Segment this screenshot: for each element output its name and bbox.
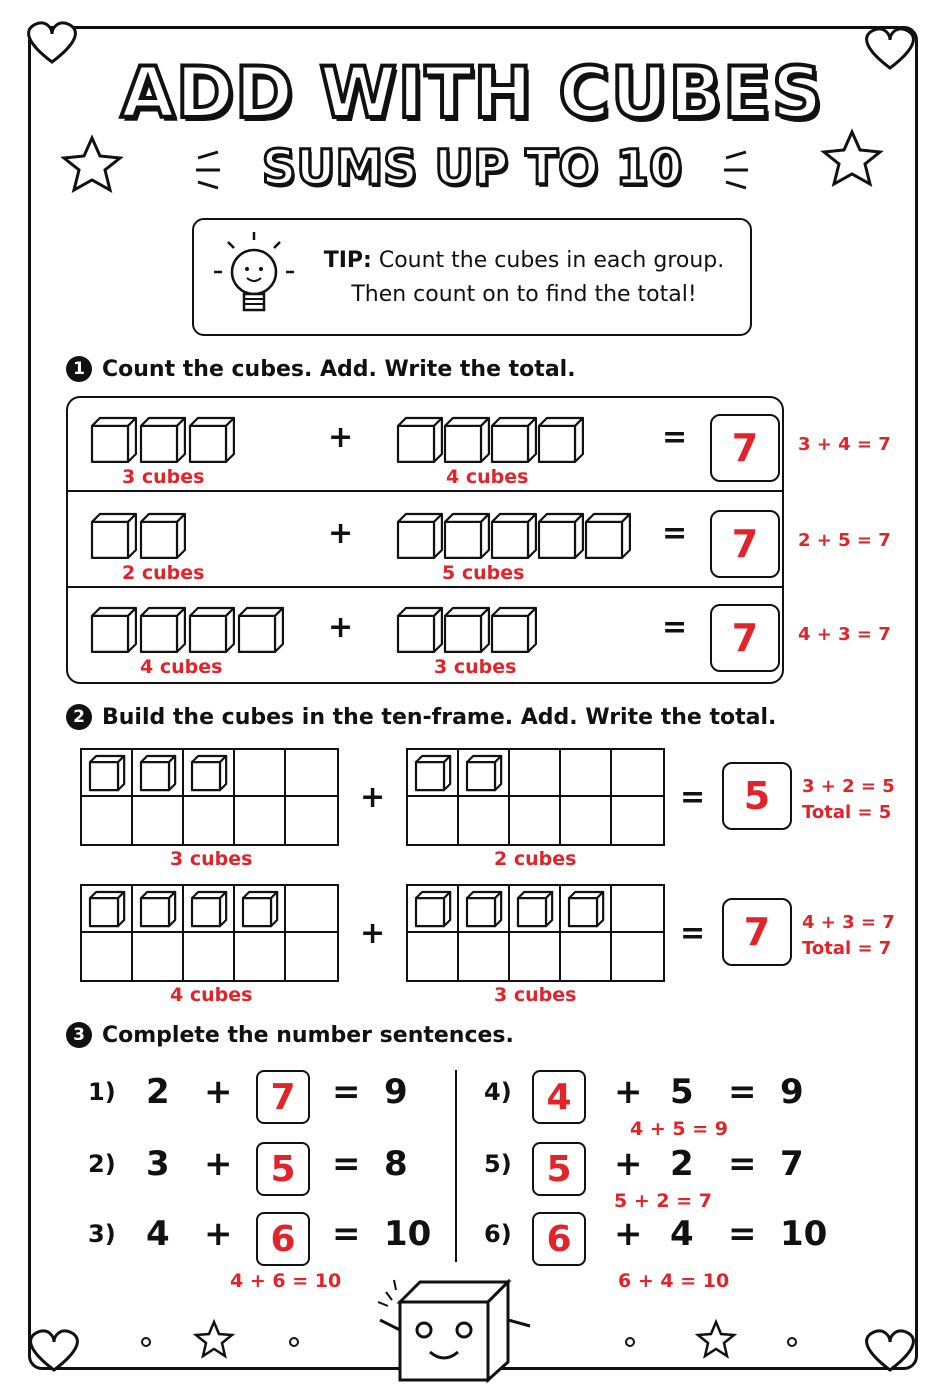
cube-icon (443, 416, 491, 468)
section-number: 2 (66, 704, 92, 730)
cube-icon (396, 416, 444, 468)
lightbulb-icon (208, 228, 298, 328)
page-subtitle: SUMS UP TO 10 (261, 140, 683, 196)
heart-icon (31, 1331, 78, 1370)
group-a-label: 3 cubes (170, 848, 253, 870)
cube-icon (465, 890, 503, 932)
tip-line2: Then count on to find the total! (351, 282, 697, 307)
equals-sign: = (728, 1072, 757, 1112)
answer-box: 7 (710, 414, 780, 482)
cube-icon (90, 606, 138, 658)
cube-icon (90, 416, 138, 468)
ten-frame-cell (184, 933, 235, 980)
group-a-label: 4 cubes (170, 984, 253, 1006)
equation-note: 5 + 2 = 7 (614, 1190, 712, 1212)
ten-frame-cell (286, 797, 337, 844)
cube-icon (443, 512, 491, 564)
answer-box: 7 (710, 604, 780, 672)
ten-frame-cell (612, 797, 663, 844)
cube-icon (241, 890, 279, 932)
equals-sign: = (680, 916, 706, 951)
cube-icon (567, 890, 605, 932)
ten-frame-cell (235, 750, 286, 797)
ten-frame-cell (510, 750, 561, 797)
answer-box: 6 (256, 1212, 310, 1266)
cube-icon (537, 416, 585, 468)
problem-label: 2) (88, 1150, 116, 1178)
cube-icon (537, 512, 585, 564)
ten-frame-cell (235, 797, 286, 844)
addend: 4 (670, 1214, 694, 1254)
plus-sign: + (204, 1214, 233, 1254)
cube-icon (139, 754, 177, 796)
ten-frame-cell (459, 933, 510, 980)
group-b-label: 2 cubes (494, 848, 577, 870)
addend: 2 (670, 1144, 694, 1184)
sum: 10 (780, 1214, 828, 1254)
ten-frame-cell (82, 933, 133, 980)
ten-frame-cell (133, 797, 184, 844)
plus-sign: + (360, 916, 386, 951)
plus-sign: + (204, 1144, 233, 1184)
group-b-label: 4 cubes (446, 466, 529, 488)
ten-frame-cell (133, 933, 184, 980)
cube-icon (88, 890, 126, 932)
equals-sign: = (662, 610, 688, 645)
equation-note: 2 + 5 = 7 (798, 530, 891, 551)
equation-note: 3 + 2 = 5 (802, 776, 895, 797)
answer-box: 7 (710, 510, 780, 578)
ten-frame-cell (612, 750, 663, 797)
equation-note: 6 + 4 = 10 (618, 1270, 730, 1292)
section3-heading (66, 1022, 514, 1048)
problem-label: 3) (88, 1220, 116, 1248)
cube-icon (414, 754, 452, 796)
ten-frame-cell (510, 797, 561, 844)
section-number: 1 (66, 356, 92, 382)
addend: 5 (670, 1072, 694, 1112)
section1-heading (66, 356, 576, 382)
equation-note: 4 + 3 = 7 (798, 624, 891, 645)
cube-icon (396, 512, 444, 564)
tip-line1: Count the cubes in each group. (371, 248, 725, 273)
cube-icon (190, 890, 228, 932)
ten-frame-cell (561, 933, 612, 980)
cube-icon (414, 890, 452, 932)
section-heading-text: Count the cubes. Add. Write the total. (102, 356, 576, 382)
cube-icon (188, 606, 236, 658)
cube-icon (139, 890, 177, 932)
equals-sign: = (728, 1214, 757, 1254)
sum: 7 (780, 1144, 804, 1184)
answer-box: 5 (722, 762, 792, 830)
cube-icon (90, 512, 138, 564)
ten-frame-cell (561, 797, 612, 844)
cube-icon (139, 512, 187, 564)
group-a-label: 3 cubes (122, 466, 205, 488)
group-b-label: 3 cubes (434, 656, 517, 678)
section-heading-text: Build the cubes in the ten-frame. Add. Write the total. (102, 704, 777, 730)
tip-box (192, 218, 752, 336)
equation-note: 3 + 4 = 7 (798, 434, 891, 455)
equals-sign: = (332, 1214, 361, 1254)
cube-icon (188, 416, 236, 468)
problem-label: 6) (484, 1220, 512, 1248)
ten-frame-cell (459, 797, 510, 844)
cube-icon (490, 512, 538, 564)
cube-icon (190, 754, 228, 796)
cube-icon (584, 512, 632, 564)
equals-sign: = (332, 1072, 361, 1112)
problem-label: 4) (484, 1078, 512, 1106)
ten-frame-cell (286, 886, 337, 933)
cube-icon (490, 416, 538, 468)
ten-frame-cell (561, 750, 612, 797)
answer-box: 5 (532, 1142, 586, 1196)
total-note: Total = 7 (802, 938, 892, 959)
problem-label: 1) (88, 1078, 116, 1106)
addend: 4 (146, 1214, 170, 1254)
sum: 9 (384, 1072, 408, 1112)
plus-sign: + (614, 1144, 643, 1184)
cube-icon (465, 754, 503, 796)
cube-icon (516, 890, 554, 932)
total-note: Total = 5 (802, 802, 892, 823)
group-b-label: 5 cubes (442, 562, 525, 584)
section-heading-text: Complete the number sentences. (102, 1022, 514, 1048)
cube-icon (139, 416, 187, 468)
heart-icon (867, 1331, 914, 1370)
equals-sign: = (662, 516, 688, 551)
cube-icon (237, 606, 285, 658)
row-divider (68, 586, 782, 588)
tip-text (314, 244, 734, 312)
ten-frame-cell (612, 933, 663, 980)
equation-note: 4 + 5 = 9 (630, 1118, 728, 1140)
cube-icon (490, 606, 538, 658)
group-a-label: 4 cubes (140, 656, 223, 678)
row-divider (68, 490, 782, 492)
section2-heading (66, 704, 776, 730)
group-a-label: 2 cubes (122, 562, 205, 584)
equals-sign: = (728, 1144, 757, 1184)
answer-box: 5 (256, 1142, 310, 1196)
addend: 2 (146, 1072, 170, 1112)
equals-sign: = (680, 780, 706, 815)
equation-note: 4 + 3 = 7 (802, 912, 895, 933)
page-title: ADD WITH CUBES (120, 52, 824, 134)
cube-icon (443, 606, 491, 658)
ten-frame-cell (612, 886, 663, 933)
tip-label: TIP: (323, 248, 372, 273)
ten-frame-cell (184, 797, 235, 844)
plus-sign: + (328, 516, 354, 551)
section-number: 3 (66, 1022, 92, 1048)
sum: 9 (780, 1072, 804, 1112)
star-icon (698, 1322, 734, 1356)
equation-note: 4 + 6 = 10 (230, 1270, 342, 1292)
answer-box: 7 (722, 898, 792, 966)
sum: 8 (384, 1144, 408, 1184)
answer-box: 6 (532, 1212, 586, 1266)
plus-sign: + (360, 780, 386, 815)
plus-sign: + (614, 1072, 643, 1112)
group-b-label: 3 cubes (494, 984, 577, 1006)
addend: 3 (146, 1144, 170, 1184)
plus-sign: + (328, 610, 354, 645)
cube-icon (139, 606, 187, 658)
equals-sign: = (662, 420, 688, 455)
sum: 10 (384, 1214, 432, 1254)
ten-frame-cell (82, 797, 133, 844)
ten-frame-cell (235, 933, 286, 980)
problem-label: 5) (484, 1150, 512, 1178)
ten-frame-cell (286, 750, 337, 797)
answer-box: 7 (256, 1070, 310, 1124)
ten-frame-cell (286, 933, 337, 980)
ten-frame-cell (408, 797, 459, 844)
plus-sign: + (204, 1072, 233, 1112)
equals-sign: = (332, 1144, 361, 1184)
cube-mascot-icon (378, 1280, 530, 1380)
ten-frame-cell (510, 933, 561, 980)
star-icon (196, 1322, 232, 1356)
plus-sign: + (328, 420, 354, 455)
cube-icon (88, 754, 126, 796)
plus-sign: + (614, 1214, 643, 1254)
answer-box: 4 (532, 1070, 586, 1124)
cube-icon (396, 606, 444, 658)
ten-frame-cell (408, 933, 459, 980)
